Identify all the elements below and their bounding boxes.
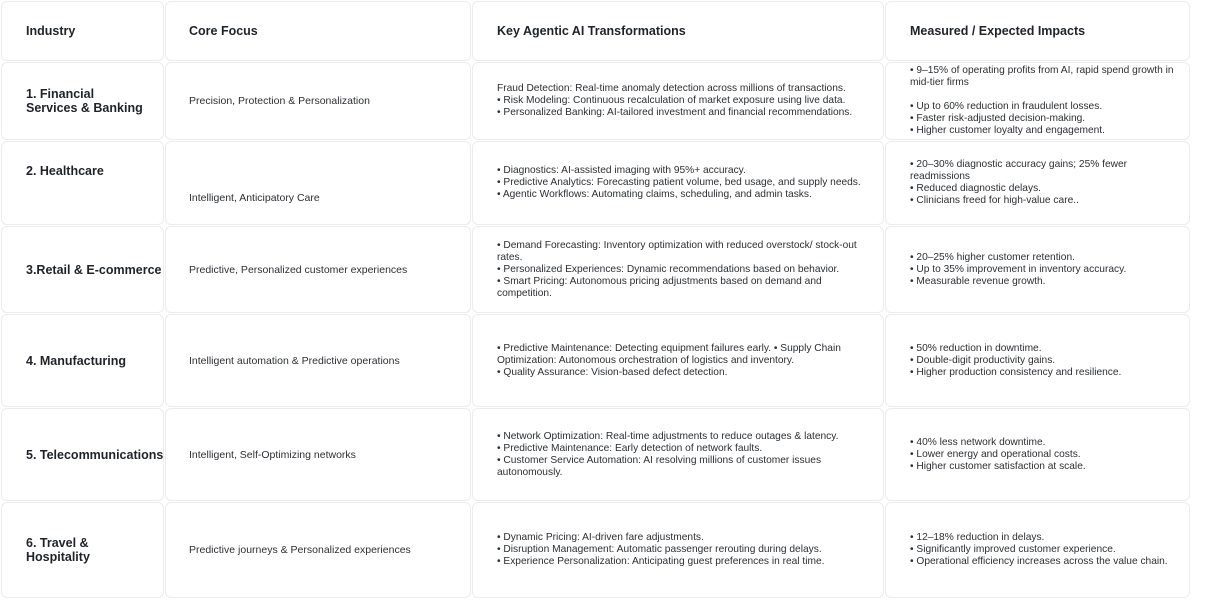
impact-item: • Higher customer satisfaction at scale. — [910, 460, 1086, 472]
transformations-list — [497, 83, 852, 119]
transformation-item: • Quality Assurance: Vision-based defect detection. — [497, 366, 728, 378]
transformation-item: • Personalized Banking: AI-tailored investment and financial recommendations. — [497, 107, 853, 118]
transformation-item: • Agentic Workflows: Automating claims, scheduling, and admin tasks. — [497, 189, 812, 200]
impact-item: • 50% reduction in downtime. — [910, 342, 1042, 354]
transformations-list — [497, 431, 871, 479]
transformations-cell — [472, 502, 884, 598]
core-focus-text: Intelligent, Self-Optimizing networks — [189, 448, 356, 461]
transformations-list — [497, 532, 824, 568]
industry-name — [26, 87, 143, 115]
core-focus-text: Predictive, Personalized customer experiences — [189, 263, 408, 276]
industry-name — [26, 164, 104, 178]
core-focus-cell — [165, 62, 471, 140]
core-focus-text: Predictive journeys & Personalized experiences — [189, 544, 411, 556]
transformations-cell — [472, 141, 884, 225]
transformations-cell — [472, 408, 884, 501]
industry-name-line: Services & Banking — [26, 101, 143, 115]
impacts-list — [910, 65, 1177, 137]
industry-name-line: 4. Manufacturing — [26, 353, 127, 368]
impact-item: • Clinicians freed for high-value care.. — [910, 195, 1079, 206]
industry-cell — [1, 141, 164, 225]
impact-item: • 40% less network downtime. — [910, 436, 1046, 448]
header-industry: Industry — [26, 24, 76, 38]
core-focus-text: Intelligent automation & Predictive operations — [189, 354, 400, 367]
impact-item: • 9–15% of operating profits from AI, rapid spend growth in mid-tier firms — [910, 65, 1174, 88]
industry-cell — [1, 226, 164, 313]
table-row — [1, 502, 1191, 599]
table-row — [1, 62, 1191, 141]
core-focus-cell — [165, 502, 471, 598]
table-row — [1, 314, 1191, 408]
impacts-cell — [885, 408, 1190, 501]
impacts-list — [910, 532, 1168, 568]
impacts-cell — [885, 62, 1190, 140]
table-row — [1, 408, 1191, 502]
impacts-list — [910, 343, 1121, 379]
industry-name — [26, 263, 161, 277]
industry-name-line: 5. Telecommunications — [26, 447, 164, 462]
transformation-item: • Predictive Analytics: Forecasting patient volume, bed usage, and supply needs. — [497, 177, 861, 188]
impact-item: • Higher production consistency and resilience. — [910, 366, 1122, 378]
impact-item: • Double-digit productivity gains. — [910, 354, 1056, 366]
impacts-cell — [885, 314, 1190, 407]
core-focus-text: Precision, Protection & Personalization — [189, 95, 370, 107]
industry-name — [26, 536, 90, 564]
industry-comparison-table — [1, 1, 1191, 599]
header-transformations: Key Agentic AI Transformations — [497, 24, 686, 38]
transformation-item: • Diagnostics: AI-assisted imaging with 95%+ accuracy. — [497, 165, 746, 176]
transformation-item: • Predictive Maintenance: Early detection of network faults. — [497, 442, 763, 454]
table-row — [1, 226, 1191, 314]
impact-item: • Higher customer loyalty and engagement. — [910, 125, 1105, 136]
core-focus-cell — [165, 314, 471, 407]
transformation-item: • Risk Modeling: Continuous recalculation of market exposure using live data. — [497, 95, 846, 106]
impact-item: • Faster risk-adjusted decision-making. — [910, 113, 1086, 124]
header-cell-impacts — [885, 1, 1190, 61]
transformation-item: • Predictive Maintenance: Detecting equipment failures early. • Supply Chain Optimization: Autonomous orchestration of logistics and inventory. — [497, 342, 841, 366]
impacts-cell — [885, 502, 1190, 598]
header-cell-industry — [1, 1, 164, 61]
core-focus-text: Intelligent, Anticipatory Care — [189, 192, 320, 204]
transformations-cell — [472, 226, 884, 313]
industry-name — [26, 354, 126, 368]
impact-item: • Operational efficiency increases across the value chain. — [910, 556, 1168, 567]
impact-spacer — [910, 89, 1177, 101]
transformations-cell — [472, 62, 884, 140]
impact-item: • Lower energy and operational costs. — [910, 448, 1081, 460]
impacts-list — [910, 437, 1086, 473]
industry-name-line: 2. Healthcare — [26, 164, 104, 178]
industry-cell — [1, 62, 164, 140]
impacts-cell — [885, 226, 1190, 313]
impact-item: • Reduced diagnostic delays. — [910, 183, 1041, 194]
industry-name-line: Hospitality — [26, 550, 90, 564]
header-cell-core-focus — [165, 1, 471, 61]
impact-item: • Up to 35% improvement in inventory accuracy. — [910, 263, 1127, 275]
transformation-item: • Disruption Management: Automatic passenger rerouting during delays. — [497, 544, 822, 555]
industry-name — [26, 448, 163, 462]
industry-name-line: 6. Travel & — [26, 536, 89, 550]
impact-item: • 20–25% higher customer retention. — [910, 251, 1075, 263]
industry-cell — [1, 314, 164, 407]
core-focus-cell — [165, 141, 471, 225]
header-cell-transformations — [472, 1, 884, 61]
transformation-item: Fraud Detection: Real-time anomaly detection across millions of transactions. — [497, 83, 846, 94]
table-row — [1, 141, 1191, 226]
transformations-list — [497, 343, 871, 379]
industry-cell — [1, 408, 164, 501]
core-focus-cell — [165, 226, 471, 313]
industry-cell — [1, 502, 164, 598]
impact-item: • 12–18% reduction in delays. — [910, 532, 1045, 543]
impacts-cell — [885, 141, 1190, 225]
transformation-item: • Smart Pricing: Autonomous pricing adjustments based on demand and competition. — [497, 275, 822, 299]
header-core-focus: Core Focus — [189, 24, 258, 38]
impact-item: • 20–30% diagnostic accuracy gains; 25% fewer readmissions — [910, 159, 1128, 182]
impact-item: • Measurable revenue growth. — [910, 275, 1046, 287]
transformation-item: • Dynamic Pricing: AI-driven fare adjustments. — [497, 532, 704, 543]
header-impacts: Measured / Expected Impacts — [910, 24, 1086, 38]
industry-name-line: 1. Financial — [26, 87, 95, 101]
industry-name-line: 3.Retail & E-commerce — [26, 262, 162, 277]
transformation-item: • Personalized Experiences: Dynamic recommendations based on behavior. — [497, 263, 840, 275]
transformation-item: • Demand Forecasting: Inventory optimization with reduced overstock/ stock-out rates. — [497, 239, 857, 263]
transformations-cell — [472, 314, 884, 407]
transformations-list — [497, 240, 871, 300]
impact-item: • Significantly improved customer experience. — [910, 544, 1116, 555]
transformation-item: • Customer Service Automation: AI resolving millions of customer issues autonomously. — [497, 454, 822, 478]
impact-item: • Up to 60% reduction in fraudulent losses. — [910, 101, 1103, 112]
transformation-item: • Network Optimization: Real-time adjustments to reduce outages & latency. — [497, 430, 839, 442]
impacts-list — [910, 252, 1126, 288]
impacts-list — [910, 159, 1177, 207]
table-header-row — [1, 1, 1191, 62]
transformations-list — [497, 165, 861, 201]
core-focus-cell — [165, 408, 471, 501]
transformation-item: • Experience Personalization: Anticipating guest preferences in real time. — [497, 556, 825, 567]
